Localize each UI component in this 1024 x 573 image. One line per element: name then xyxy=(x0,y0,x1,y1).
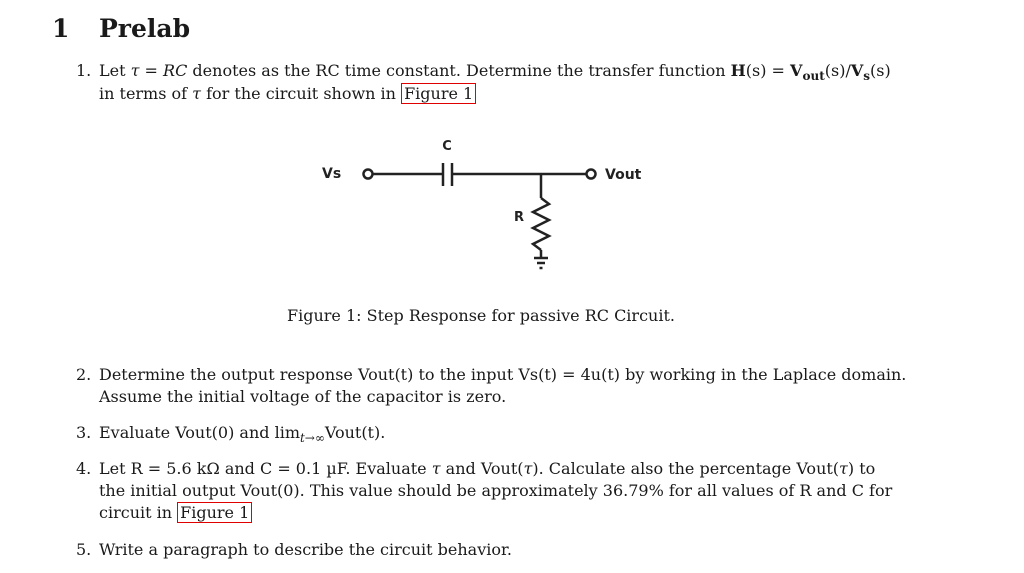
vs-label: Vs xyxy=(322,166,342,182)
text: = xyxy=(139,61,164,80)
text: Assume the initial voltage of the capacitor is zero. xyxy=(99,387,507,406)
tau-symbol: τ xyxy=(130,61,140,80)
question-number: 4. xyxy=(76,459,92,478)
text: circuit in xyxy=(99,503,178,522)
rc-circuit-diagram xyxy=(300,130,700,290)
tau-symbol: τ xyxy=(839,459,848,478)
figure-1-link[interactable]: Figure 1 xyxy=(177,502,252,523)
text: in terms of xyxy=(99,84,193,103)
question-number: 1. xyxy=(76,61,92,80)
text: and Vout( xyxy=(440,459,524,478)
text: for the circuit shown in xyxy=(201,84,402,103)
question-5 xyxy=(76,539,512,561)
tau-symbol: τ xyxy=(523,459,533,478)
text: (s)/ xyxy=(824,61,851,80)
question-4 xyxy=(76,458,892,524)
out-subscript: out xyxy=(802,69,825,83)
r-label: R xyxy=(514,210,525,225)
tau-symbol: τ xyxy=(431,459,441,478)
text: denotes as the RC time constant. Determine the transfer function xyxy=(187,61,731,80)
rc-symbol: RC xyxy=(163,61,188,80)
text: ) to xyxy=(847,459,876,478)
text: Evaluate Vout(0) and lim xyxy=(99,423,300,442)
vout-terminal xyxy=(587,170,596,179)
tau-symbol: τ xyxy=(192,84,202,103)
text: Vout(t). xyxy=(324,423,386,442)
resistor xyxy=(533,198,549,250)
text: (s) xyxy=(870,61,891,80)
h-symbol: H xyxy=(730,61,746,80)
section-title: Prelab xyxy=(99,14,191,43)
question-2 xyxy=(76,364,906,408)
text: Let R = 5.6 kΩ and C = 0.1 µF. Evaluate xyxy=(99,459,432,478)
v-symbol: V xyxy=(850,61,864,80)
text: Determine the output response Vout(t) to the input Vs(t) = 4u(t) by working in the Laplace domain. xyxy=(99,365,907,384)
vs-terminal xyxy=(364,170,373,179)
text: Let xyxy=(99,61,131,80)
v-symbol: V xyxy=(790,61,803,80)
figure-1-link[interactable]: Figure 1 xyxy=(401,83,476,104)
question-number: 2. xyxy=(76,365,92,384)
text: the initial output Vout(0). This value should be approximately 36.79% for all values of R and C for xyxy=(99,481,893,500)
question-number: 5. xyxy=(76,540,92,559)
text: (s) xyxy=(745,61,767,80)
figure-caption: Figure 1: Step Response for passive RC Circuit. xyxy=(287,306,675,325)
vout-label: Vout xyxy=(605,167,642,183)
s-subscript: s xyxy=(863,69,871,83)
question-number: 3. xyxy=(76,423,92,442)
text: ). Calculate also the percentage Vout( xyxy=(532,459,840,478)
question-3 xyxy=(76,422,385,445)
c-label: C xyxy=(442,139,452,154)
question-1 xyxy=(76,60,891,105)
section-number: 1 xyxy=(52,14,70,43)
limit-subscript: t→∞ xyxy=(299,431,325,445)
text: = xyxy=(766,61,791,80)
text: Write a paragraph to describe the circuit behavior. xyxy=(99,540,512,559)
